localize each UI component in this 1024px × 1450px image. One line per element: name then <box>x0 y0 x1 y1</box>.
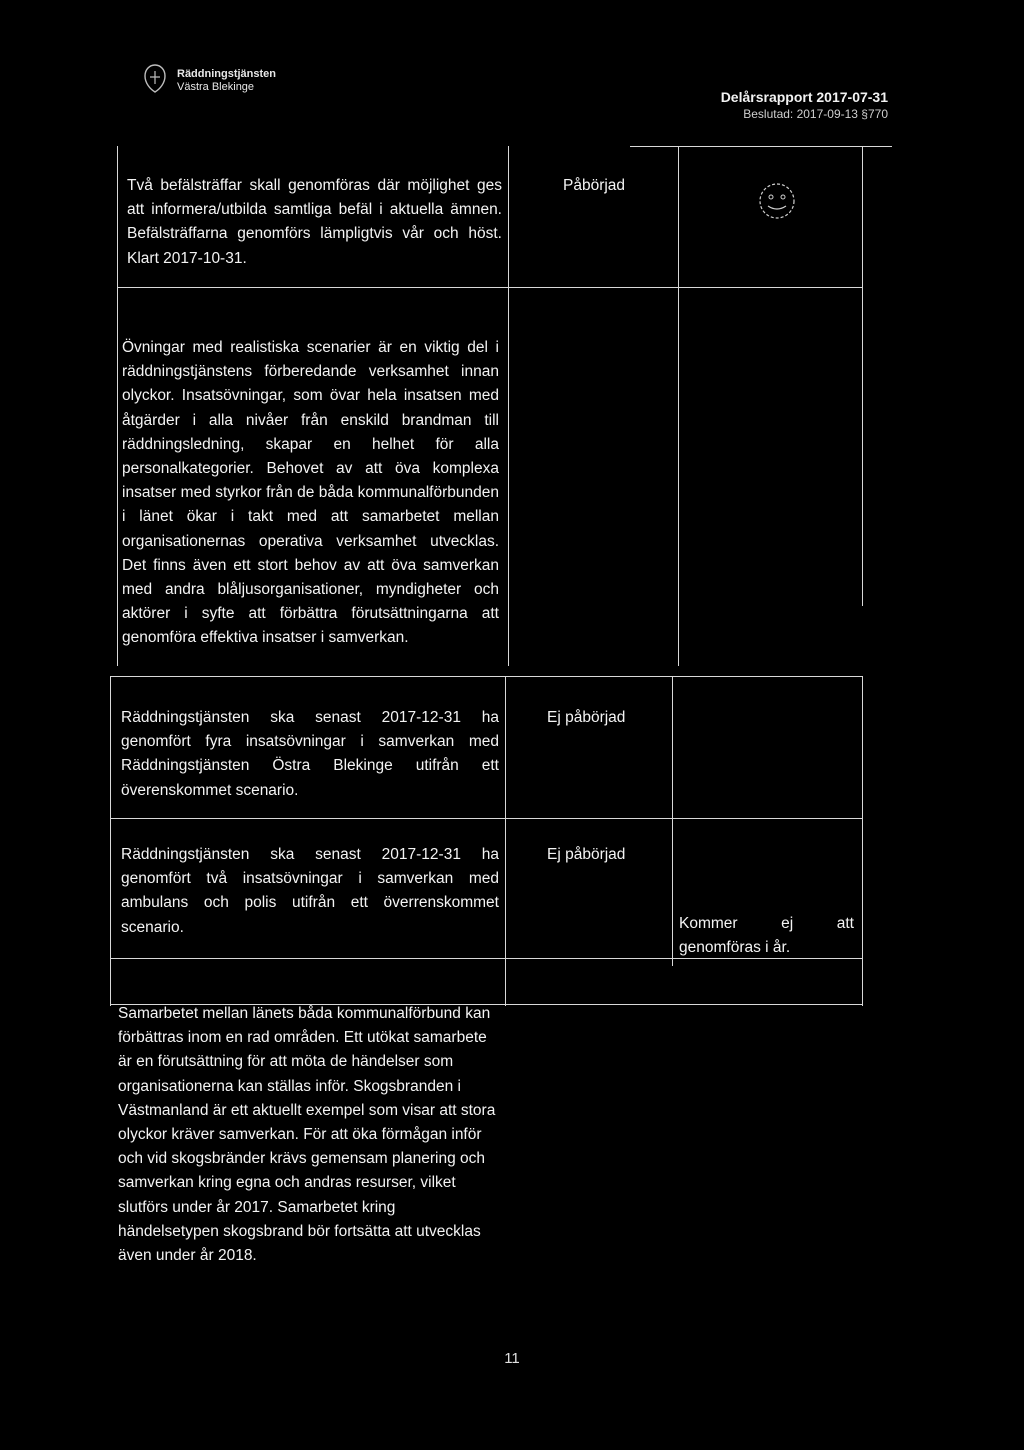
row-5-description: Samarbetet mellan länets båda kommunalförbund kan förbättras inom en rad områden. Ett utökat samarbete är en förutsättning för att möta de händelser som organisationerna kan ställas inför. Skogsbranden i Västmanland är ett aktuellt exempel som visar att stora olyckor kräver samverkan. För att öka förmågan inför och vid skogsbränder krävs gemensam planering och samverkan kring egna och andras resurser, vilket slutförs under år 2017. Samarbetet kring händelsetypen skogsbrand bör fortsätta att utvecklas även under år 2018. <box>118 1005 496 1265</box>
smiley-face-icon <box>757 181 797 221</box>
row-4-comment: Kommer ej att genomföras i år. <box>679 915 854 957</box>
report-title: Delårsrapport 2017-07-31 <box>720 89 888 105</box>
report-decided: Beslutad: 2017-09-13 §770 <box>743 107 888 121</box>
row-2-description: Övningar med realistiska scenarier är en viktig del i räddningstjänstens förberedande verksamhet innan olyckor. Insatsövningar, som övar hela insatsen med åtgärder i alla nivåer från enskild brandman till räddningsledning, skapar en helhet för alla personalkategorier. Behovet av att öva komplexa insatser med styrkor från de båda kommunalförbunden i länet ökar i takt med att samarbetet mellan organisationernas operativa verksamhet utvecklas. Det finns även ett stort behov av att öva samverkan med andra blåljusorganisationer, myndigheter och aktörer i syfte att förbättra förutsättningarna att genomföra effektiva insatser i samverkan. <box>122 339 499 647</box>
row-3-status: Ej påbörjad <box>547 709 626 726</box>
org-name-line2: Västra Blekinge <box>177 81 255 93</box>
row-3-description: Räddningstjänsten ska senast 2017-12-31 ha genomfört fyra insatsövningar i samverkan med Räddningstjänsten Östra Blekinge utifrån ett överenskommet scenario. <box>121 709 499 799</box>
organization-name <box>177 68 276 94</box>
row-1-status: Påbörjad <box>563 177 626 194</box>
row-4-description: Räddningstjänsten ska senast 2017-12-31 ha genomfört två insatsövningar i samverkan med ambulans och polis utifrån ett överrenskommet scenario. <box>121 846 499 936</box>
page-number: 11 <box>504 1350 520 1367</box>
org-name-line1: Räddningstjänsten <box>177 68 277 80</box>
row-1-description: Två befälsträffar skall genomföras där möjlighet ges att informera/utbilda samtliga befäl i aktuella ämnen. Befälsträffarna genomförs lämpligtvis vår och höst. Klart 2017-10-31. <box>127 177 502 267</box>
report-header <box>721 89 888 123</box>
organization-logo <box>140 62 170 96</box>
row-4-status: Ej påbörjad <box>547 846 626 863</box>
